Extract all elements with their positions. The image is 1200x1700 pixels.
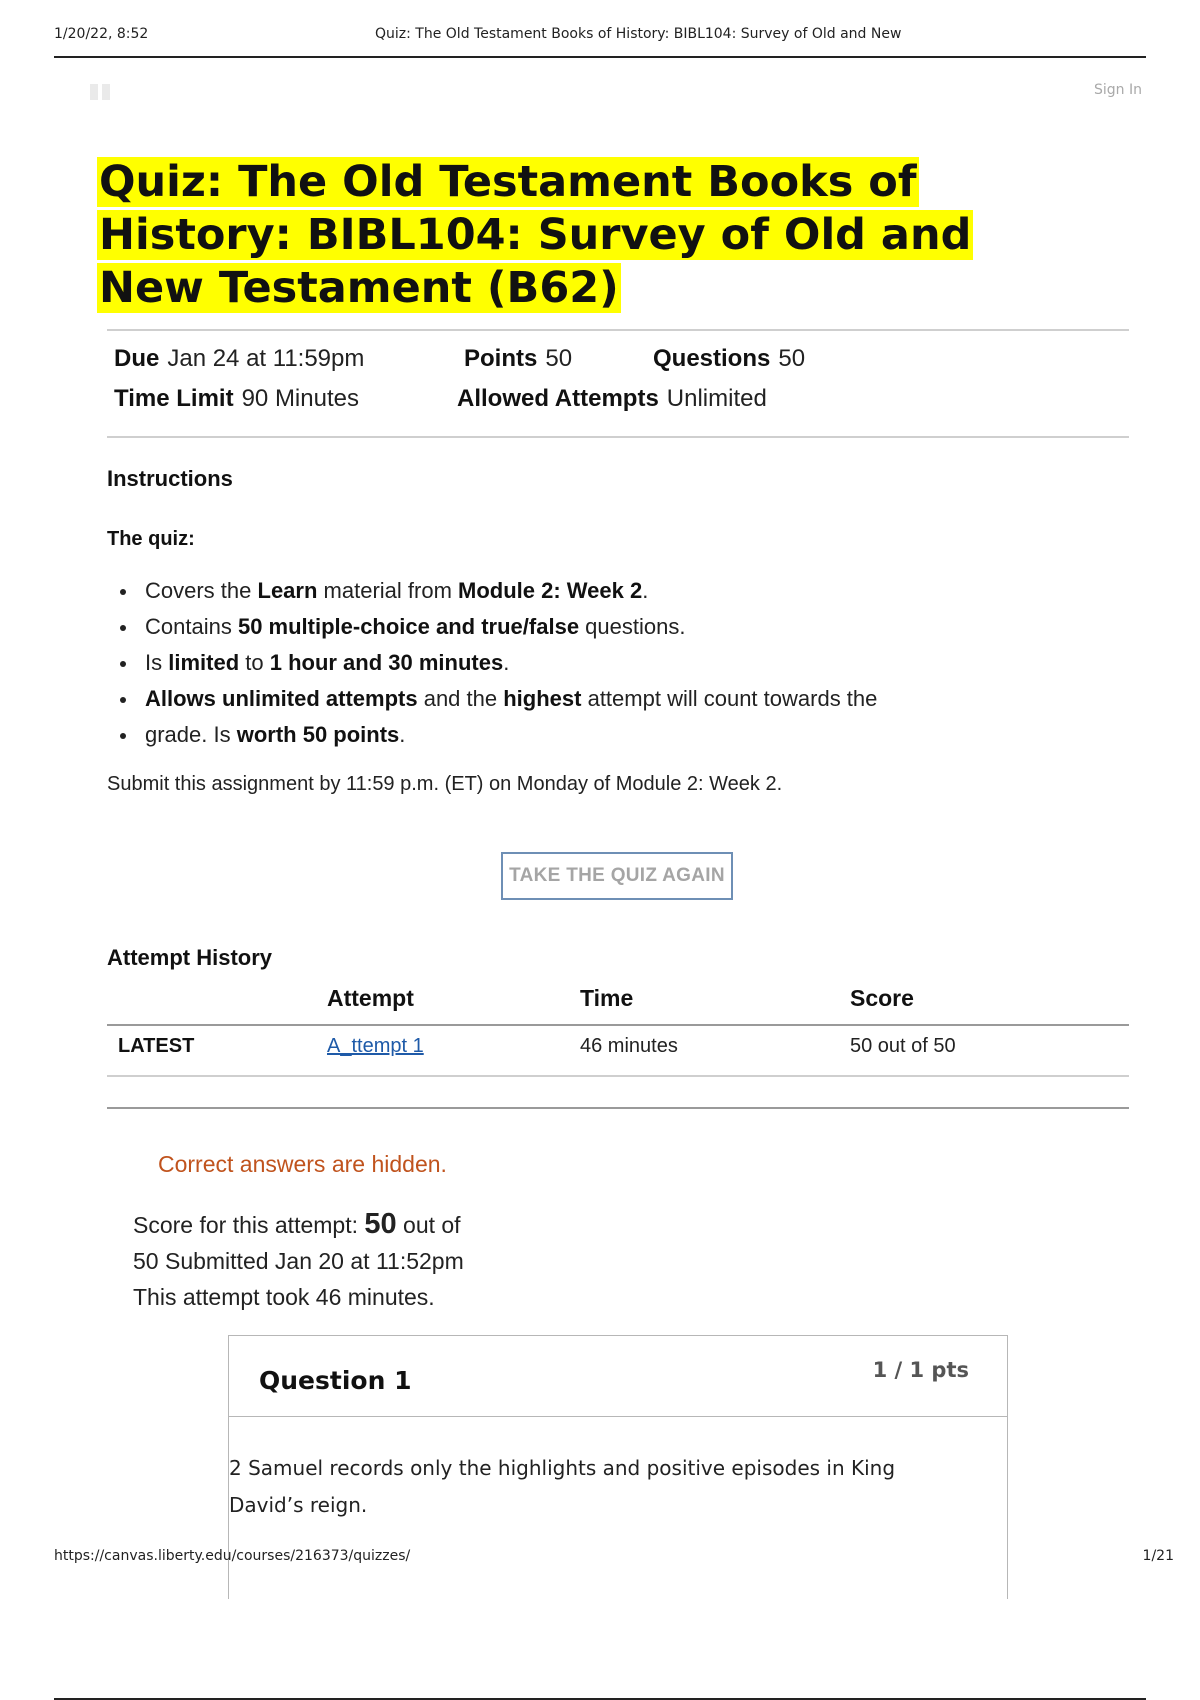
print-doc-title: Quiz: The Old Testament Books of History: BIBL104: Survey of Old and New bbox=[375, 26, 902, 42]
points-label: Points bbox=[464, 345, 538, 372]
list-item: Contains 50 multiple-choice and true/false questions. bbox=[118, 609, 877, 645]
take-quiz-again-button[interactable]: TAKE THE QUIZ AGAIN bbox=[501, 852, 733, 900]
print-header bbox=[54, 26, 1146, 58]
page-title-text: Quiz: The Old Testament Books of History: BIBL104: Survey of Old and New Testament (B62) bbox=[99, 157, 972, 313]
divider bbox=[107, 436, 1129, 438]
score-line: Score for this attempt: 50 out of bbox=[133, 1208, 461, 1240]
questions-value: 50 bbox=[778, 345, 806, 372]
time-limit-label: Time Limit bbox=[114, 385, 234, 412]
list-item: Allows unlimited attempts and the highest attempt will count towards the bbox=[118, 681, 877, 717]
attempts-field bbox=[457, 385, 767, 413]
submit-note: Submit this assignment by 11:59 p.m. (ET) on Monday of Module 2: Week 2. bbox=[107, 773, 783, 795]
print-footer bbox=[54, 1548, 1174, 1568]
list-item: Covers the Learn material from Module 2: Week 2. bbox=[118, 573, 877, 609]
page-title bbox=[97, 156, 1037, 315]
question-header bbox=[229, 1336, 1007, 1417]
table-row-rule bbox=[107, 1075, 1129, 1077]
question-title: Question 1 bbox=[259, 1366, 412, 1395]
table-header-rule bbox=[107, 1024, 1129, 1026]
list-item: grade. Is worth 50 points. bbox=[118, 717, 877, 753]
instructions-subheading: The quiz: bbox=[107, 528, 195, 550]
sign-in-link[interactable]: Sign In bbox=[1094, 82, 1142, 98]
divider bbox=[107, 329, 1129, 331]
score-value: 50 bbox=[364, 1208, 397, 1240]
logo-icon bbox=[88, 80, 122, 104]
attempt-link[interactable]: A_ttempt 1 bbox=[327, 1035, 424, 1057]
column-header-score: Score bbox=[850, 985, 914, 1011]
list-item: Is limited to 1 hour and 30 minutes. bbox=[118, 645, 877, 681]
attempts-label: Allowed Attempts bbox=[457, 385, 659, 412]
due-field bbox=[114, 345, 364, 373]
answers-hidden-note: Correct answers are hidden. bbox=[158, 1151, 447, 1177]
instructions-list bbox=[118, 573, 877, 753]
top-nav bbox=[0, 80, 1200, 104]
column-header-time: Time bbox=[580, 985, 634, 1011]
time-limit-field bbox=[114, 385, 359, 413]
question-points: 1 / 1 pts bbox=[872, 1358, 969, 1382]
points-field bbox=[464, 345, 572, 373]
attempt-history-heading: Attempt History bbox=[107, 945, 273, 970]
column-header-attempt: Attempt bbox=[327, 985, 414, 1011]
attempt-score: 50 out of 50 bbox=[850, 1035, 956, 1057]
due-label: Due bbox=[114, 345, 160, 372]
bottom-rule bbox=[54, 1698, 1146, 1700]
attempt-time: 46 minutes bbox=[580, 1035, 678, 1057]
points-value: 50 bbox=[545, 345, 573, 372]
header-rule bbox=[54, 56, 1146, 58]
attempts-value: Unlimited bbox=[666, 385, 767, 412]
score-summary bbox=[133, 1206, 464, 1315]
latest-tag: LATEST bbox=[118, 1035, 195, 1057]
duration-line: This attempt took 46 minutes. bbox=[133, 1284, 435, 1310]
due-value: Jan 24 at 11:59pm bbox=[167, 345, 365, 372]
questions-label: Questions bbox=[653, 345, 771, 372]
print-date: 1/20/22, 8:52 bbox=[54, 26, 149, 42]
page-url: https://canvas.liberty.edu/courses/216373/quizzes/ bbox=[54, 1548, 411, 1564]
page-number: 1/21 bbox=[1142, 1548, 1174, 1564]
time-limit-value: 90 Minutes bbox=[241, 385, 359, 412]
divider bbox=[107, 1107, 1129, 1109]
questions-field bbox=[653, 345, 805, 373]
submitted-line: 50 Submitted Jan 20 at 11:52pm bbox=[133, 1248, 464, 1274]
instructions-heading: Instructions bbox=[107, 466, 233, 491]
question-text: 2 Samuel records only the highlights and positive episodes in King David’s reign. bbox=[229, 1456, 896, 1517]
